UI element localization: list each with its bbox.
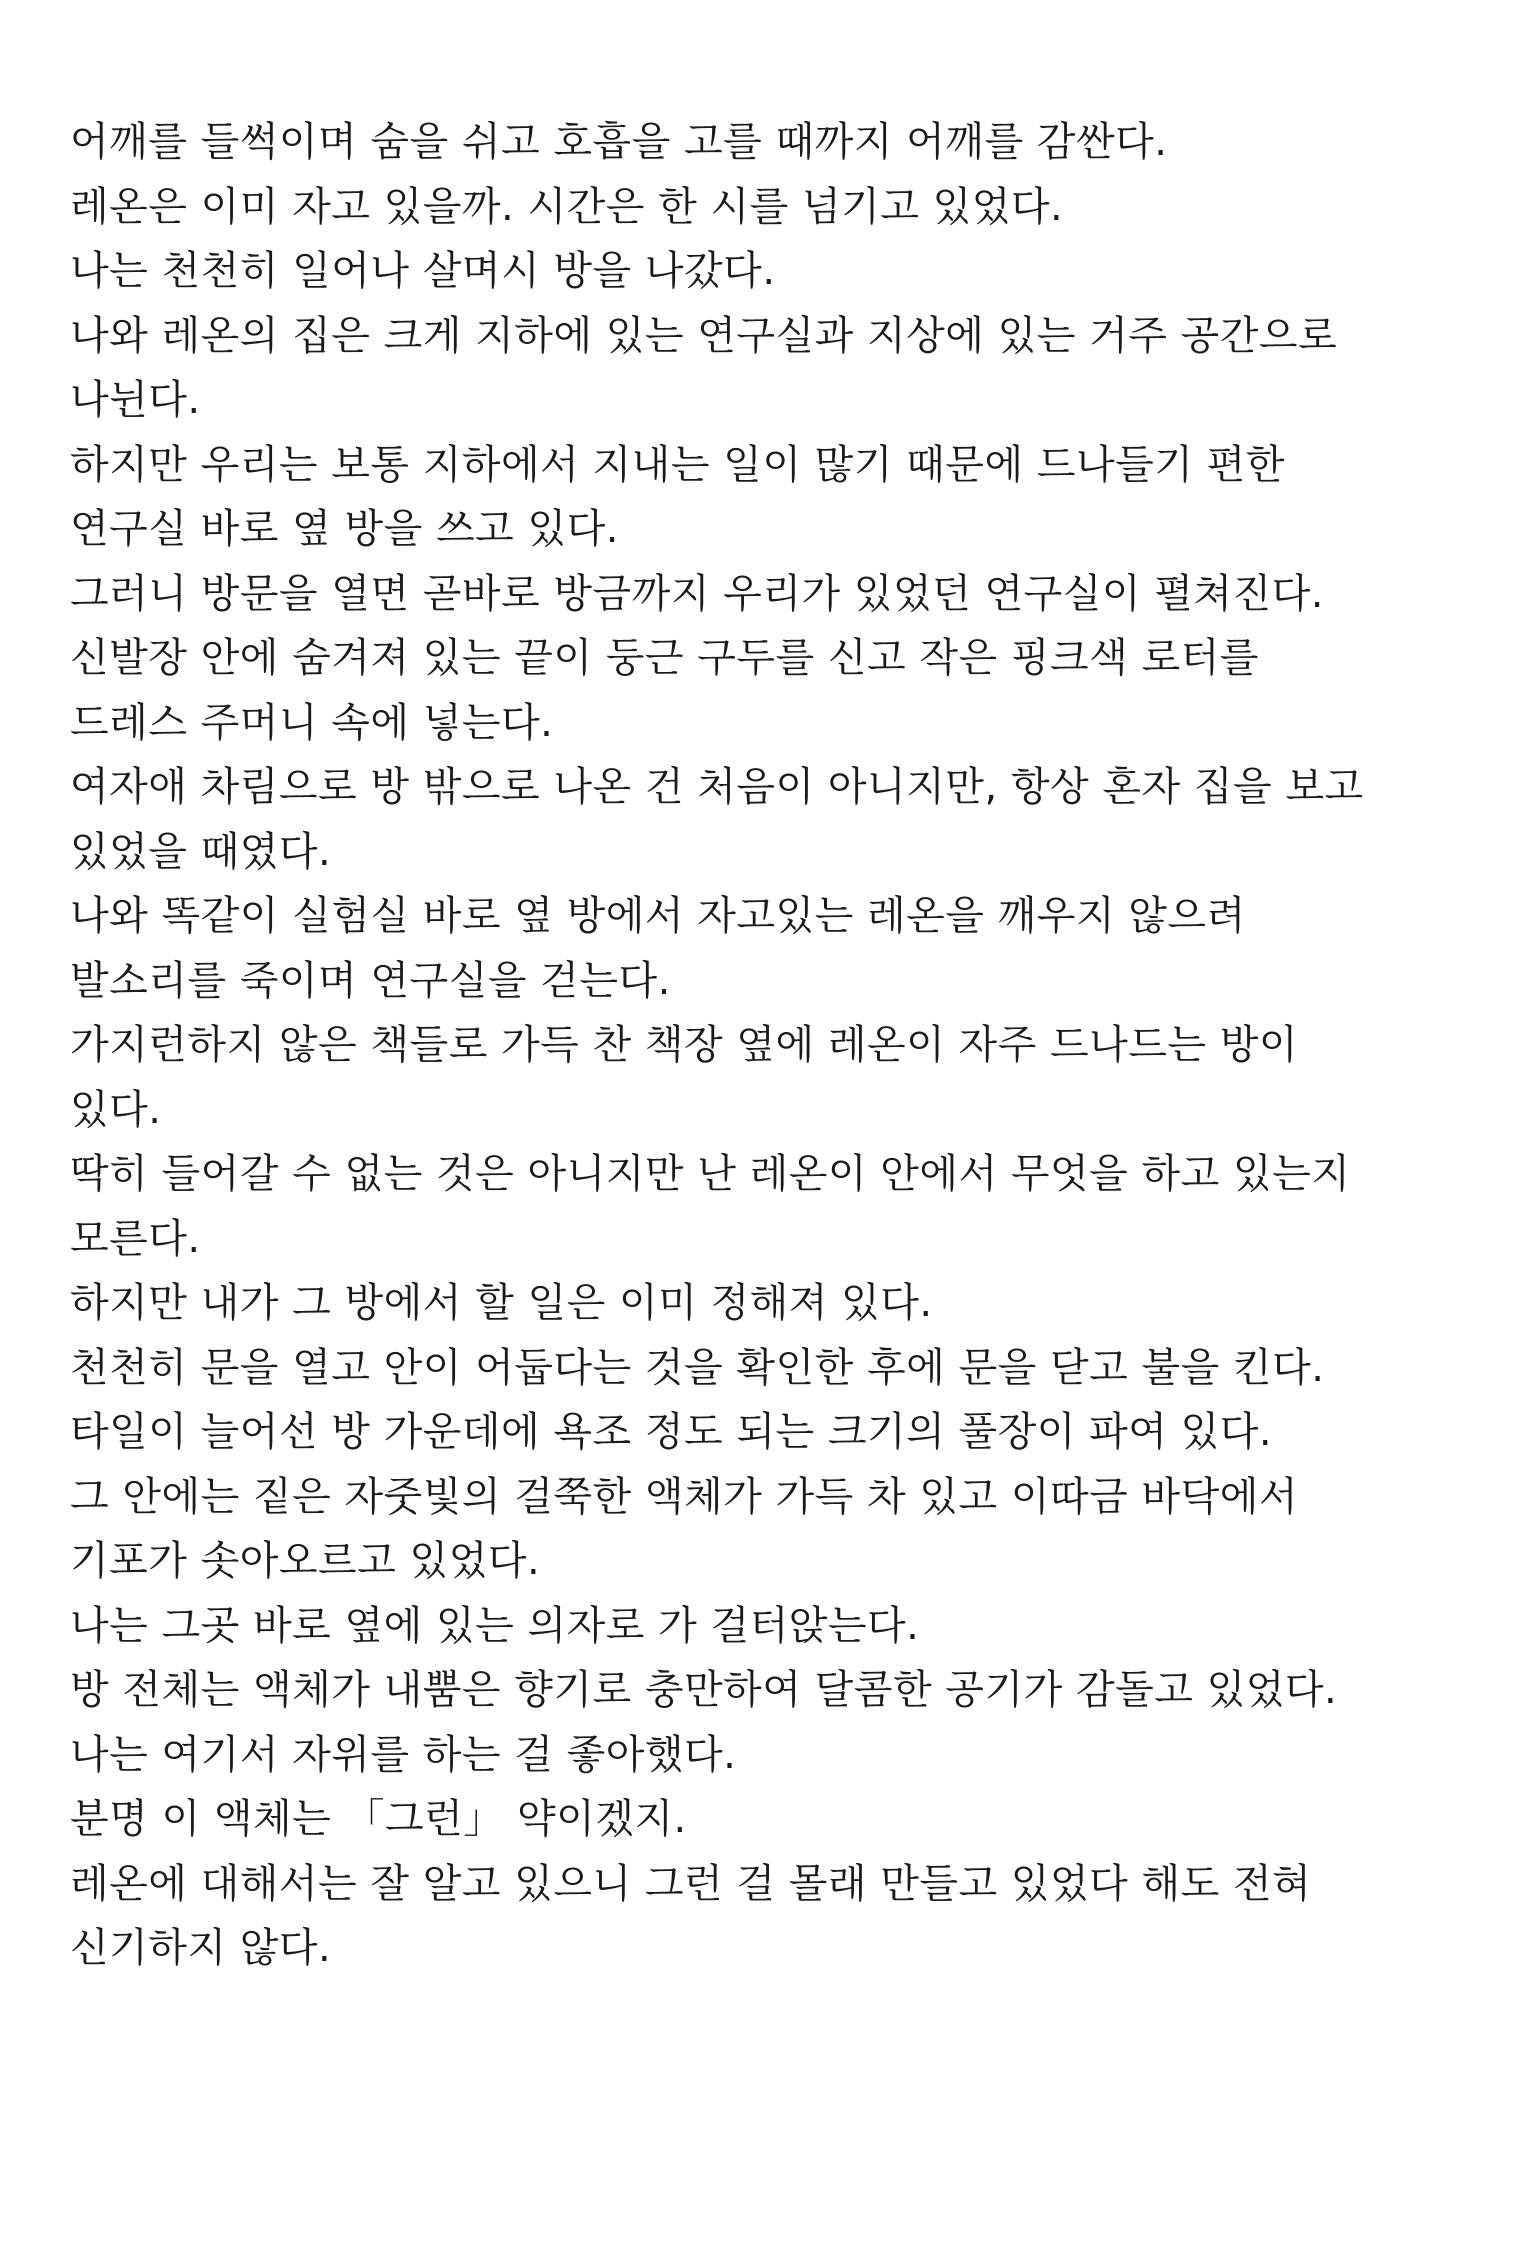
text-line: 그 안에는 짙은 자줏빛의 걸쭉한 액체가 가득 차 있고 이따금 바닥에서 <box>70 1473 1299 1520</box>
text-line: 나는 천천히 일어나 살며시 방을 나갔다. <box>70 248 776 294</box>
text-line: 나는 여기서 자위를 하는 걸 좋아했다. <box>70 1731 737 1778</box>
text-line: 천천히 문을 열고 안이 어둡다는 것을 확인한 후에 문을 닫고 불을 킨다. <box>70 1344 1325 1391</box>
text-line: 나와 똑같이 실험실 바로 옆 방에서 자고있는 레온을 깨우지 않으려 <box>70 893 1246 939</box>
text-line: 가지런하지 않은 책들로 가득 찬 책장 옆에 레온이 자주 드나드는 방이 <box>70 1022 1299 1068</box>
text-line: 그러니 방문을 열면 곧바로 방금까지 우리가 있었던 연구실이 펼쳐진다. <box>70 570 1324 617</box>
text-line: 딱히 들어갈 수 없는 것은 아니지만 난 레온이 안에서 무엇을 하고 있는지 <box>70 1151 1351 1197</box>
text-line: 나뉜다. <box>70 377 201 423</box>
text-line: 하지만 내가 그 방에서 할 일은 이미 정해져 있다. <box>70 1280 933 1326</box>
text-line: 기포가 솟아오르고 있었다. <box>70 1538 541 1584</box>
text-line: 레온에 대해서는 잘 알고 있으니 그런 걸 몰래 만들고 있었다 해도 전혀 <box>70 1860 1312 1907</box>
text-line: 하지만 우리는 보통 지하에서 지내는 일이 많기 때문에 드나들기 편한 <box>70 441 1285 488</box>
text-line: 어깨를 들썩이며 숨을 쉬고 호흡을 고를 때까지 어깨를 감싼다. <box>70 119 1168 165</box>
text-line: 나는 그곳 바로 옆에 있는 의자로 가 걸터앉는다. <box>70 1602 920 1649</box>
text-line: 모른다. <box>70 1215 201 1262</box>
text-line: 레온은 이미 자고 있을까. 시간은 한 시를 넘기고 있었다. <box>70 183 1064 230</box>
text-line: 발소리를 죽이며 연구실을 걷는다. <box>70 957 671 1004</box>
text-line: 타일이 늘어선 방 가운데에 욕조 정도 되는 크기의 풀장이 파여 있다. <box>70 1409 1273 1455</box>
text-line: 신발장 안에 숨겨져 있는 끝이 둥근 구두를 신고 작은 핑크색 로터를 <box>70 635 1259 681</box>
text-line: 분명 이 액체는 「그런」 약이겠지. <box>70 1796 687 1842</box>
text-line: 드레스 주머니 속에 넣는다. <box>70 699 554 746</box>
text-line: 있다. <box>70 1086 162 1133</box>
text-line: 신기하지 않다. <box>70 1925 332 1971</box>
text-line: 있었을 때였다. <box>70 828 332 875</box>
body-text <box>70 110 1470 1981</box>
text-line: 연구실 바로 옆 방을 쓰고 있다. <box>70 506 619 552</box>
text-line: 여자애 차림으로 방 밖으로 나온 건 처음이 아니지만, 항상 혼자 집을 보고 <box>70 764 1364 810</box>
text-line: 방 전체는 액체가 내뿜은 향기로 충만하여 달콤한 공기가 감돌고 있었다. <box>70 1667 1338 1713</box>
text-line: 나와 레온의 집은 크게 지하에 있는 연구실과 지상에 있는 거주 공간으로 <box>70 312 1338 359</box>
